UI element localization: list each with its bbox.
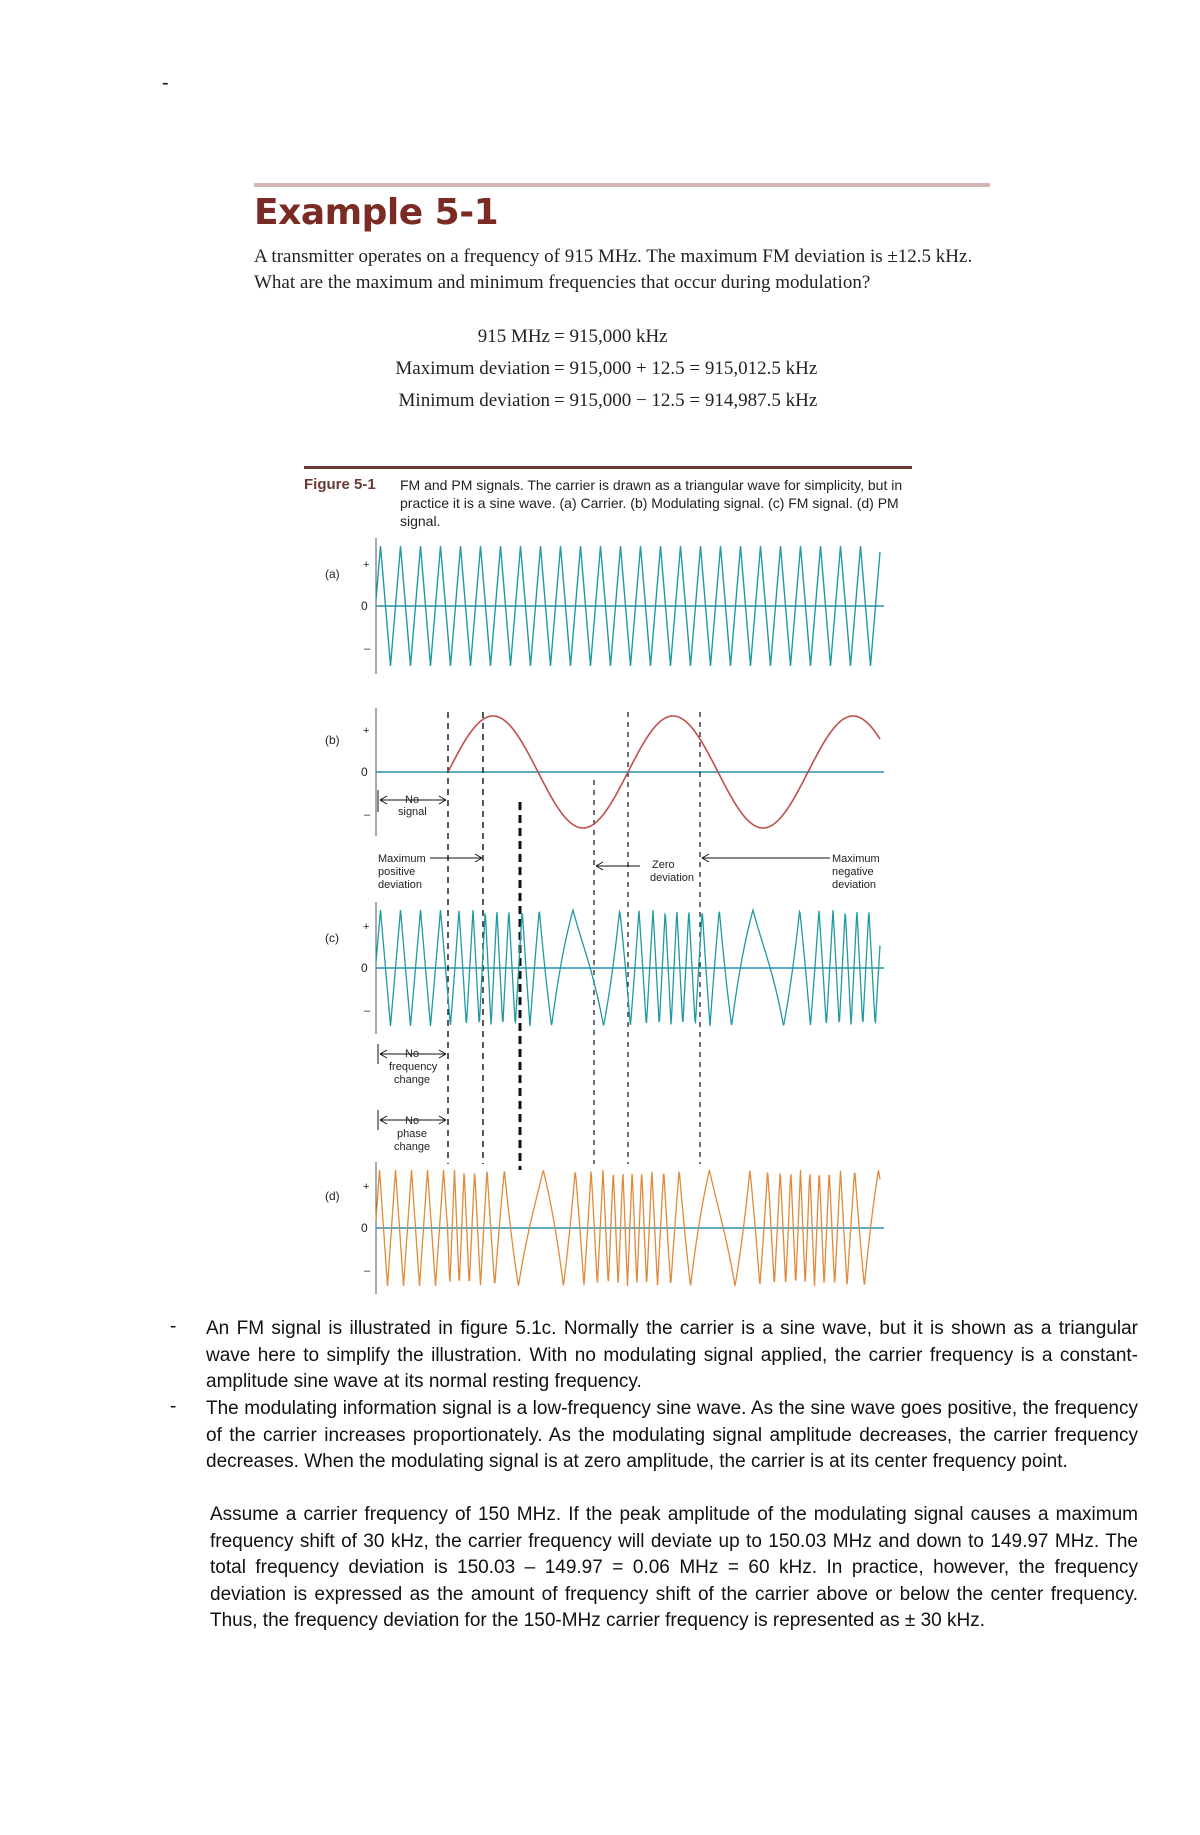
axis-zero-c: 0	[361, 961, 368, 975]
axis-minus-d: –	[364, 1265, 371, 1277]
paragraph-3: Assume a carrier frequency of 150 MHz. If the peak amplitude of the modulating signal causes a maximum frequency shift of 30 kHz, the carrier frequency will deviate up to 150.03 MHz and down to 149.97 MHz. The total frequency deviation is 150.03 – 149.97 = 0.06 MHz = 60 kHz. In practice, however, the frequency deviation is expressed as the amount of frequency shift of the carrier above or below the center frequency. Thus, the frequency deviation for the 150-MHz carrier frequency is represented as ± 30 kHz.	[210, 1504, 1138, 1631]
panel-label-b: (b)	[325, 733, 340, 747]
equation-3-rhs: = 915,000 − 12.5 = 914,987.5 kHz	[554, 390, 818, 411]
no-phase-change-label-3: change	[394, 1141, 431, 1153]
panel-label-c: (c)	[325, 931, 339, 945]
axis-plus-a: +	[363, 559, 370, 571]
example-problem: A transmitter operates on a frequency of 915 MHz. The maximum FM deviation is ±12.5 kHz. What are the maximum and minimum frequencies that occur during modulation?	[254, 246, 973, 293]
max-negative-label-3: deviation	[832, 879, 877, 891]
example-title: Example 5-1	[254, 192, 499, 233]
equation-1-rhs: = 915,000 kHz	[554, 326, 668, 347]
panel-label-a: (a)	[325, 567, 340, 581]
equation-1-lhs: 915 MHz	[477, 326, 550, 347]
max-positive-label-1: Maximum	[378, 853, 426, 865]
figure-caption: FM and PM signals. The carrier is drawn as a triangular wave for simplicity, but in practice it is a sine wave. (a) Carrier. (b) Modulating signal. (c) FM signal. (d) PM signal.	[400, 477, 903, 529]
page-mark: -	[162, 72, 169, 94]
axis-zero-a: 0	[361, 599, 368, 613]
max-positive-label-2: positive	[378, 866, 416, 878]
equation-2-lhs: Maximum deviation	[395, 358, 550, 379]
no-signal-label-2: signal	[398, 806, 427, 818]
axis-plus-d: +	[363, 1181, 370, 1193]
panel-label-d: (d)	[325, 1189, 340, 1203]
no-frequency-change-label-3: change	[394, 1074, 431, 1086]
axis-zero-d: 0	[361, 1221, 368, 1235]
axis-plus-b: +	[363, 725, 370, 737]
paragraph-1-bullet: -	[170, 1316, 177, 1337]
zero-deviation-label-1: Zero	[652, 859, 675, 871]
equation-2-rhs: = 915,000 + 12.5 = 915,012.5 kHz	[554, 358, 818, 379]
axis-minus-c: –	[364, 1005, 371, 1017]
max-positive-arrow	[430, 854, 482, 862]
no-phase-change-label-1: No	[405, 1115, 420, 1127]
figure-text-layer	[325, 559, 880, 1277]
no-signal-label-1: No	[405, 794, 420, 806]
axis-zero-b: 0	[361, 765, 368, 779]
paragraph-2: The modulating information signal is a low-frequency sine wave. As the sine wave goes positive, the frequency of the carrier increases proportionately. As the modulating signal amplitude decreases, the carrier frequency decreases. When the modulating signal is at zero amplitude, the carrier is at its center frequency point.	[206, 1398, 1138, 1472]
paragraph-1: An FM signal is illustrated in figure 5.1c. Normally the carrier is a sine wave, but it is shown as a triangular wave here to simplify the illustration. With no modulating signal applied, the carrier frequency is a constant-amplitude sine wave at its normal resting frequency.	[206, 1318, 1138, 1392]
no-phase-change-label-2: phase	[397, 1128, 427, 1140]
max-negative-label-1: Maximum	[832, 853, 880, 865]
zero-deviation-label-2: deviation	[650, 872, 695, 884]
axis-plus-c: +	[363, 921, 370, 933]
no-frequency-change-label-1: No	[405, 1048, 420, 1060]
no-frequency-change-label-2: frequency	[389, 1061, 438, 1073]
figure-label: Figure 5-1	[304, 476, 376, 493]
axis-minus-b: –	[364, 809, 371, 821]
max-negative-arrow	[702, 854, 830, 862]
equation-3-lhs: Minimum deviation	[398, 390, 550, 411]
max-positive-label-3: deviation	[378, 879, 423, 891]
max-negative-label-2: negative	[832, 866, 874, 878]
zero-deviation-arrow	[596, 862, 640, 870]
axis-minus-a: –	[364, 643, 371, 655]
paragraph-2-bullet: -	[170, 1396, 177, 1417]
